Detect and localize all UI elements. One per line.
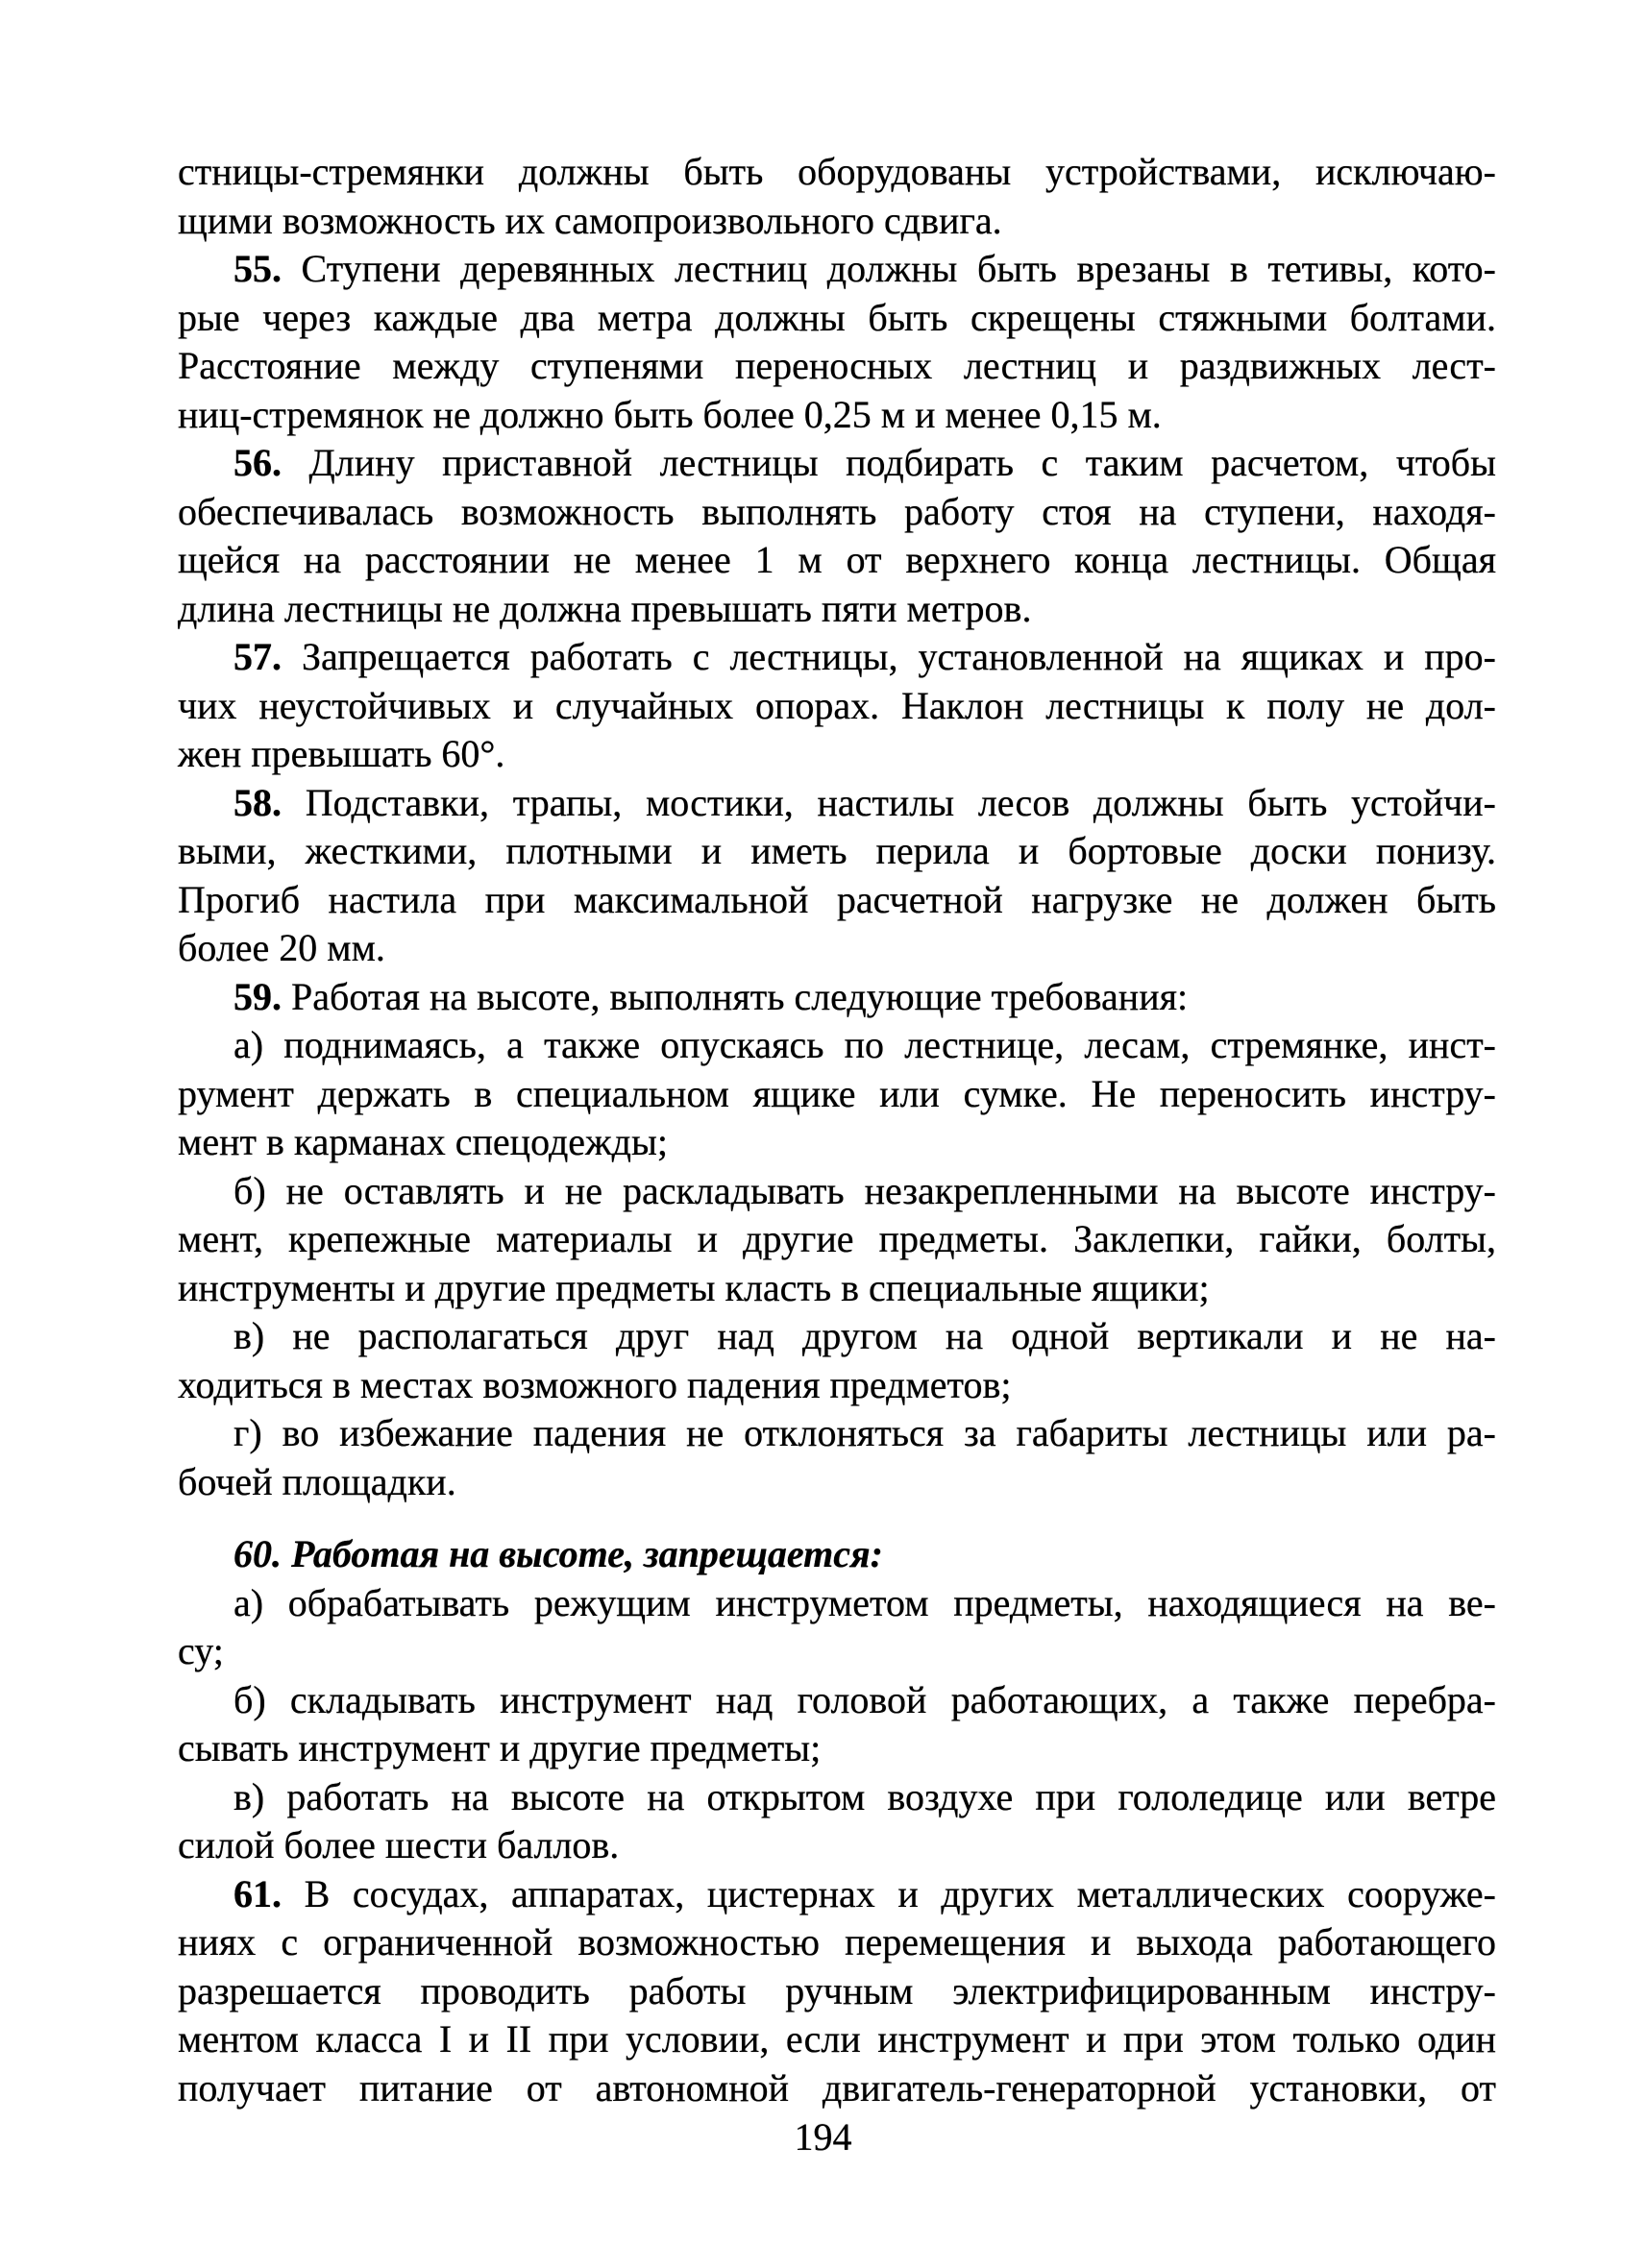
- paragraph: [178, 1312, 1496, 1409]
- line-text: В сосудах, аппаратах, цистернах и других металлических сооруже-: [304, 1871, 1497, 1915]
- line-text: щейся на расстоянии не менее 1 м от верхнего конца лестницы. Общая: [178, 538, 1496, 581]
- text-line: [178, 148, 1496, 197]
- text-line: [178, 1967, 1496, 2016]
- line-text: румент держать в специальном ящике или сумке. Не переносить инстру-: [178, 1071, 1496, 1115]
- text-line: [178, 1361, 1496, 1410]
- paragraph: [178, 1773, 1496, 1870]
- text-line: [178, 1167, 1496, 1216]
- line-text: Запрещается работать с лестницы, установленной на ящиках и про-: [301, 635, 1496, 678]
- paragraph: [178, 1021, 1496, 1167]
- text-line: [178, 439, 1496, 488]
- text-line: [178, 1215, 1496, 1264]
- paragraph: [178, 245, 1496, 439]
- line-text: в) работать на высоте на открытом воздухе при гололедице или ветре: [233, 1774, 1496, 1818]
- line-text: Работая на высоте, выполнять следующие требования:: [291, 974, 1189, 1018]
- line-text: а) обрабатывать режущим инструметом предметы, находящиеся на ве-: [233, 1580, 1496, 1624]
- text-line: [178, 730, 1496, 779]
- line-text: ходиться в местах возможного падения предметов;: [178, 1362, 1012, 1406]
- paragraph: [178, 973, 1496, 1022]
- line-text: более 20 мм.: [178, 926, 385, 969]
- text-line: [178, 1627, 1496, 1676]
- item-number: 58.: [233, 780, 282, 824]
- paragraph: [178, 148, 1496, 245]
- paragraph: [178, 1409, 1496, 1506]
- line-text: сывать инструмент и другие предметы;: [178, 1726, 822, 1769]
- text-line: [178, 1773, 1496, 1822]
- line-text: б) не оставлять и не раскладывать незакрепленными на высоте инстру-: [233, 1168, 1496, 1212]
- text-line: [178, 973, 1496, 1022]
- line-text: мент в карманах спецодежды;: [178, 1120, 669, 1163]
- paragraph: [178, 779, 1496, 973]
- text-line: [178, 682, 1496, 731]
- item-number: 59.: [233, 974, 282, 1018]
- line-text: Длину приставной лестницы подбирать с таким расчетом, чтобы: [308, 441, 1496, 484]
- item-number: 61.: [233, 1871, 282, 1915]
- line-text: ниях с ограниченной возможностью перемещения и выхода работающего: [178, 1920, 1496, 1963]
- item-number: 57.: [233, 635, 282, 678]
- text-line: [178, 342, 1496, 391]
- text-line: [178, 1021, 1496, 1070]
- text-line: [178, 633, 1496, 682]
- text-line: [178, 1724, 1496, 1773]
- text-line: [178, 876, 1496, 925]
- paragraph: [178, 439, 1496, 633]
- line-text: щими возможность их самопроизвольного сдвига.: [178, 198, 1002, 242]
- text-line: [178, 536, 1496, 585]
- text-line: [178, 779, 1496, 828]
- page-number: 194: [794, 2115, 852, 2158]
- item-number: 55.: [233, 247, 282, 290]
- item-number: 56.: [233, 441, 282, 484]
- text-line: [178, 1118, 1496, 1167]
- text-line: [178, 1458, 1496, 1507]
- line-text: разрешается проводить работы ручным электрифицированным инстру-: [178, 1968, 1496, 2012]
- line-text: выми, жесткими, плотными и иметь перила и бортовые доски понизу.: [178, 829, 1496, 872]
- line-text: Расстояние между ступенями переносных лестниц и раздвижных лест-: [178, 344, 1496, 387]
- text-line: [178, 1264, 1496, 1313]
- line-text: Ступени деревянных лестниц должны быть врезаны в тетивы, кото-: [301, 247, 1496, 290]
- paragraph: [178, 1167, 1496, 1313]
- line-text: Подставки, трапы, мостики, настилы лесов должны быть устойчи-: [305, 780, 1496, 824]
- page-body: [178, 148, 1496, 2112]
- line-text: обеспечивалась возможность выполнять работу стоя на ступени, находя-: [178, 489, 1496, 533]
- text-line: [178, 1676, 1496, 1725]
- text-line: [178, 245, 1496, 294]
- text-line: [178, 1870, 1496, 1919]
- text-line: [178, 1070, 1496, 1119]
- line-text: чих неустойчивых и случайных опорах. Наклон лестницы к полу не дол-: [178, 683, 1496, 727]
- line-text: получает питание от автономной двигатель-генераторной установки, от: [178, 2065, 1496, 2109]
- text-line: [178, 294, 1496, 343]
- line-text: бочей площадки.: [178, 1459, 456, 1503]
- line-text: силой более шести баллов.: [178, 1823, 620, 1866]
- section-heading: [178, 1530, 1496, 1579]
- line-text: инструменты и другие предметы класть в специальные ящики;: [178, 1265, 1210, 1309]
- line-text: жен превышать 60°.: [178, 732, 505, 775]
- text-line: [178, 197, 1496, 246]
- text-line: [178, 488, 1496, 537]
- line-text: Прогиб настила при максимальной расчетной нагрузке не должен быть: [178, 877, 1496, 921]
- text-line: [178, 1530, 1496, 1579]
- line-text: в) не располагаться друг над другом на одной вертикали и не на-: [233, 1314, 1496, 1357]
- text-line: [178, 1312, 1496, 1361]
- paragraph: [178, 1870, 1496, 2113]
- paragraph: [178, 633, 1496, 779]
- text-line: [178, 1409, 1496, 1458]
- line-text: г) во избежание падения не отклоняться за габариты лестницы или ра-: [233, 1411, 1496, 1454]
- text-line: [178, 1579, 1496, 1628]
- line-text: Работая на высоте, запрещается:: [291, 1532, 883, 1575]
- text-line: [178, 585, 1496, 634]
- line-text: ниц-стремянок не должно быть более 0,25 м и менее 0,15 м.: [178, 392, 1162, 436]
- text-line: [178, 1918, 1496, 1967]
- line-text: ментом класса I и II при условии, если инструмент и при этом только один: [178, 2017, 1496, 2061]
- item-number: 60.: [233, 1532, 282, 1575]
- text-line: [178, 827, 1496, 876]
- text-line: [178, 924, 1496, 973]
- text-line: [178, 2064, 1496, 2113]
- line-text: мент, крепежные материалы и другие предметы. Заклепки, гайки, болты,: [178, 1217, 1496, 1260]
- paragraph: [178, 1579, 1496, 1676]
- text-line: [178, 2015, 1496, 2064]
- line-text: б) складывать инструмент над головой работающих, а также перебра-: [233, 1677, 1496, 1721]
- line-text: су;: [178, 1629, 224, 1672]
- line-text: длина лестницы не должна превышать пяти метров.: [178, 586, 1032, 630]
- line-text: рые через каждые два метра должны быть скрещены стяжными болтами.: [178, 295, 1496, 339]
- paragraph: [178, 1676, 1496, 1773]
- text-line: [178, 1821, 1496, 1870]
- line-text: а) поднимаясь, а также опускаясь по лестнице, лесам, стремянке, инст-: [233, 1023, 1496, 1066]
- line-text: стницы-стремянки должны быть оборудованы устройствами, исключаю-: [178, 150, 1496, 193]
- text-line: [178, 391, 1496, 440]
